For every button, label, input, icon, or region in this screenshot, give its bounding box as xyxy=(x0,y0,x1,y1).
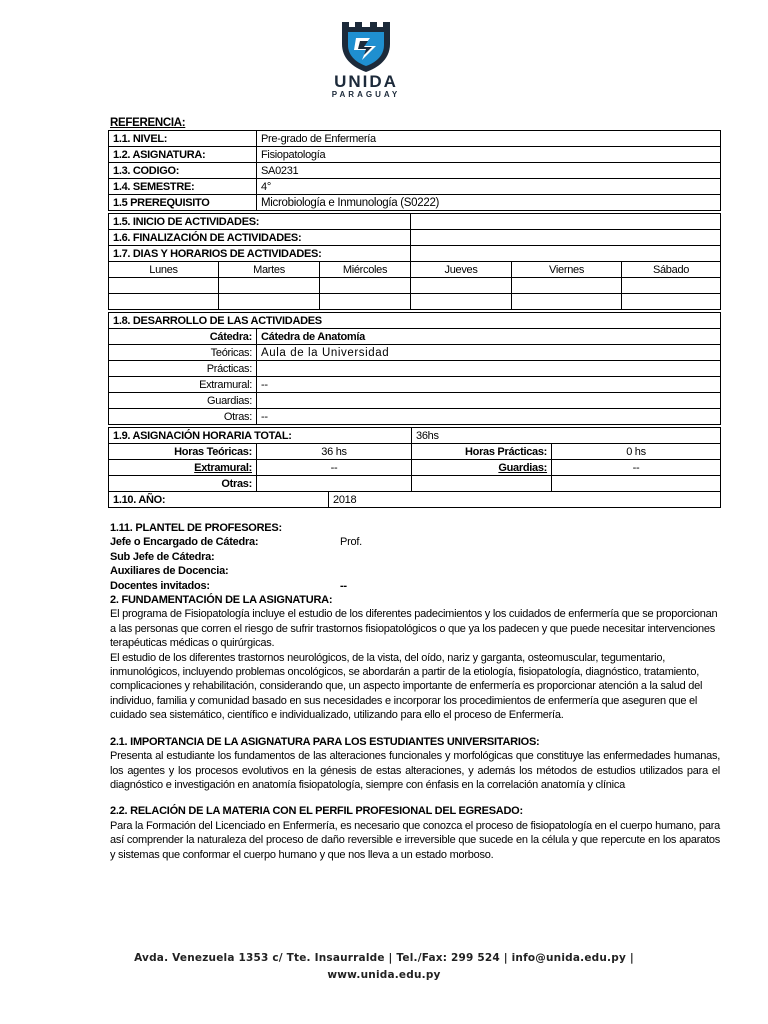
table-row xyxy=(109,294,721,310)
schedule-cell xyxy=(411,294,512,310)
table-row xyxy=(109,246,721,262)
fundamentacion-p1: El programa de Fisiopatología incluye el estudio de los diferentes padecimientos y los cuidados de enfermería que se proporcionan a las personas que corren el riesgo de sufrir trastornos fisiopatológicos o que ya los padecen y que puede necesitar intervenciones terapéuticas médicas o quirúrgicas. xyxy=(110,608,718,650)
day-header: Sábado xyxy=(622,262,721,278)
importancia-text: Presenta al estudiante los fundamentos de las alteraciones funcionales y morfológicas que constituye las enfermedades humanas, los agentes y los procesos evolutivos en la génesis de estas alteraciones, y además los métodos de estudios utilizados para el diagnóstico e investigación en anatomía fisiopatología, siempre con énfasis en la correlación anatomía y clínica xyxy=(110,750,720,791)
docentes-value: -- xyxy=(340,579,347,592)
dias-label: 1.7. DIAS Y HORARIOS DE ACTIVIDADES: xyxy=(109,246,411,262)
otras-hours-label: Otras: xyxy=(109,476,257,492)
day-header: Lunes xyxy=(109,262,219,278)
table-row xyxy=(109,278,721,294)
table-row xyxy=(109,262,721,278)
table-row xyxy=(109,147,721,163)
inicio-value xyxy=(411,214,721,230)
table-row xyxy=(109,409,721,425)
plantel-title: 1.11. PLANTEL DE PROFESORES: xyxy=(110,522,282,534)
desarrollo-table xyxy=(108,312,721,425)
auxiliares-label: Auxiliares de Docencia: xyxy=(110,565,229,578)
semestre-label: 1.4. SEMESTRE: xyxy=(109,179,257,195)
brand-country: PARAGUAY xyxy=(331,90,401,99)
document-body xyxy=(110,521,720,862)
finalizacion-value xyxy=(411,230,721,246)
table-row xyxy=(109,460,721,476)
horas-practicas-value: 0 hs xyxy=(552,444,721,460)
shield-icon xyxy=(340,22,392,72)
nivel-label: 1.1. NIVEL: xyxy=(109,131,257,147)
table-row xyxy=(109,214,721,230)
schedule-cell xyxy=(320,294,411,310)
schedule-cell xyxy=(411,278,512,294)
table-row xyxy=(109,195,721,211)
empty-cell xyxy=(412,476,552,492)
table-row xyxy=(109,163,721,179)
day-header: Viernes xyxy=(512,262,622,278)
schedule-cell xyxy=(320,278,411,294)
relacion-title: 2.2. RELACIÓN DE LA MATERIA CON EL PERFIL PROFESIONAL DEL EGRESADO: xyxy=(110,805,523,818)
horas-teoricas-label: Horas Teóricas: xyxy=(109,444,257,460)
day-header: Miércoles xyxy=(320,262,411,278)
table-row xyxy=(109,131,721,147)
footer-website: www.unida.edu.py xyxy=(327,969,441,981)
prerequisito-value: Microbiología e Inmunología (S0222) xyxy=(257,195,721,211)
table-row xyxy=(109,393,721,409)
table-row xyxy=(109,345,721,361)
otras-label: Otras: xyxy=(109,409,257,425)
nivel-value: Pre-grado de Enfermería xyxy=(257,131,721,147)
jefe-value: Prof. xyxy=(340,536,362,549)
table-row xyxy=(109,492,721,508)
fundamentacion-title: 2. FUNDAMENTACIÓN DE LA ASIGNATURA: xyxy=(110,594,333,607)
codigo-label: 1.3. CODIGO: xyxy=(109,163,257,179)
schedule-cell xyxy=(512,294,622,310)
extramural-hours-label: Extramural: xyxy=(109,460,257,476)
schedule-cell xyxy=(219,278,320,294)
guardias-value xyxy=(257,393,721,409)
catedra-value: Cátedra de Anatomía xyxy=(257,329,721,345)
guardias-label: Guardias: xyxy=(109,393,257,409)
table-row xyxy=(109,361,721,377)
schedule-table xyxy=(108,213,721,310)
semestre-value: 4° xyxy=(257,179,721,195)
referencia-title: REFERENCIA: xyxy=(110,117,186,129)
brand-name: UNIDA xyxy=(334,72,398,91)
schedule-cell xyxy=(109,294,219,310)
practicas-value xyxy=(257,361,721,377)
docentes-label: Docentes invitados: xyxy=(110,579,210,592)
empty-cell xyxy=(552,476,721,492)
table-row xyxy=(109,329,721,345)
guardias-hours-label: Guardias: xyxy=(412,460,552,476)
catedra-label: Cátedra: xyxy=(109,329,257,345)
anio-value: 2018 xyxy=(329,492,721,508)
otras-hours-value xyxy=(257,476,412,492)
day-header: Martes xyxy=(219,262,320,278)
table-row xyxy=(109,377,721,393)
relacion-text: Para la Formación del Licenciado en Enfermería, es necesario que conozca el proceso de fisiopatología en el cuerpo humano, para así comprender la naturaleza del proceso de daño reversible e irreversible que sucede en la célula y que repercute en los aparatos y sistemas que conformar el cuerpo humano y que nos lleva a un estado morboso. xyxy=(110,819,720,861)
codigo-value: SA0231 xyxy=(257,163,721,179)
docentes-row xyxy=(110,579,720,593)
fundamentacion-p2: El estudio de los diferentes trastornos neurológicos, de la vista, del oído, nariz y garganta, osteomuscular, tegumentario, inmunológicos, incluyendo problemas oncológicos, se abordarán a partir de la etiología, fisiopatología, diagnóstico, tratamiento, complicaciones y rehabilitación, considerando que, un aspecto importante de enfermería es proporcionar atención a la salud del individuo, familia y comunidad basado en sus necesidades e incorporar los procedimientos de enfermería que aseguren que el cuidado sea sistemático, científico e individualizado, utilizando para ello el proceso de Enfermería. xyxy=(110,651,703,722)
footer xyxy=(0,950,768,984)
unida-logo xyxy=(326,22,406,99)
inicio-label: 1.5. INICIO DE ACTIVIDADES: xyxy=(109,214,411,230)
table-row xyxy=(109,444,721,460)
asignacion-total: 36hs xyxy=(412,428,721,444)
anio-label: 1.10. AÑO: xyxy=(109,492,329,508)
table-row xyxy=(109,313,721,329)
schedule-cell xyxy=(512,278,622,294)
schedule-cell xyxy=(109,278,219,294)
schedule-cell xyxy=(622,278,721,294)
extramural-hours-value: -- xyxy=(257,460,412,476)
table-row xyxy=(109,230,721,246)
teoricas-value: Aula de la Universidad xyxy=(257,345,721,361)
asignacion-title: 1.9. ASIGNACIÓN HORARIA TOTAL: xyxy=(109,428,412,444)
teoricas-label: Teóricas: xyxy=(109,345,257,361)
horas-practicas-label: Horas Prácticas: xyxy=(412,444,552,460)
practicas-label: Prácticas: xyxy=(109,361,257,377)
schedule-cell xyxy=(622,294,721,310)
desarrollo-title: 1.8. DESARROLLO DE LAS ACTIVIDADES xyxy=(109,313,721,329)
sub-jefe-label: Sub Jefe de Cátedra: xyxy=(110,550,215,563)
dias-value xyxy=(411,246,721,262)
horas-teoricas-value: 36 hs xyxy=(257,444,412,460)
guardias-hours-value: -- xyxy=(552,460,721,476)
table-row xyxy=(109,476,721,492)
jefe-row xyxy=(110,535,720,549)
extramural-value: -- xyxy=(257,377,721,393)
info-table xyxy=(108,130,721,211)
prerequisito-label: 1.5 PREREQUISITO xyxy=(109,195,257,211)
table-row xyxy=(109,179,721,195)
schedule-cell xyxy=(219,294,320,310)
footer-address: Avda. Venezuela 1353 c/ Tte. Insaurralde | Tel./Fax: 299 524 | info@unida.edu.py | xyxy=(134,952,634,964)
finalizacion-label: 1.6. FINALIZACIÓN DE ACTIVIDADES: xyxy=(109,230,411,246)
asignatura-label: 1.2. ASIGNATURA: xyxy=(109,147,257,163)
importancia-title: 2.1. IMPORTANCIA DE LA ASIGNATURA PARA LOS ESTUDIANTES UNIVERSITARIOS: xyxy=(110,735,540,748)
extramural-label: Extramural: xyxy=(109,377,257,393)
asignacion-table xyxy=(108,427,721,508)
day-header: Jueves xyxy=(411,262,512,278)
asignatura-value: Fisiopatología xyxy=(257,147,721,163)
table-row xyxy=(109,428,721,444)
otras-value: -- xyxy=(257,409,721,425)
jefe-label: Jefe o Encargado de Cátedra: xyxy=(110,536,259,549)
